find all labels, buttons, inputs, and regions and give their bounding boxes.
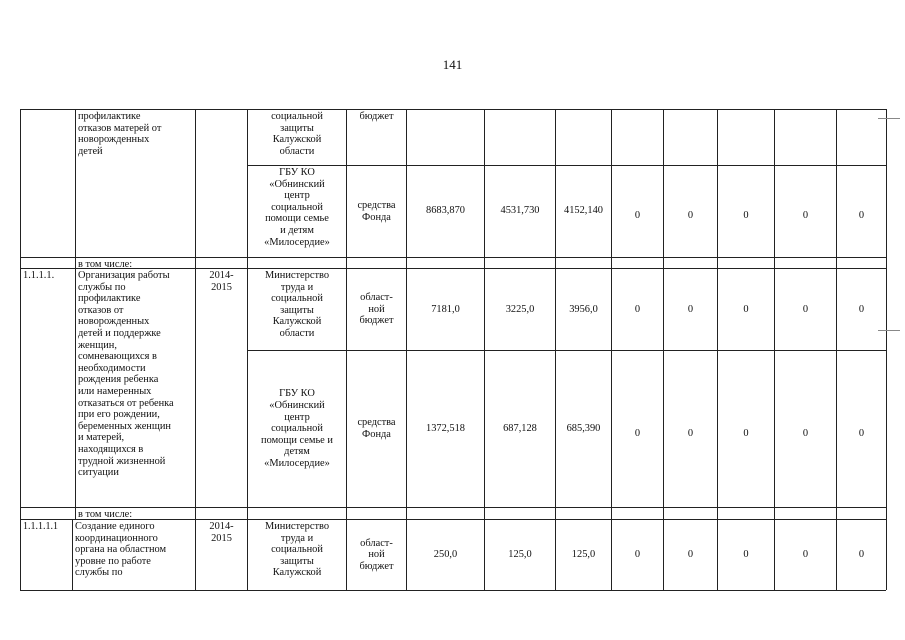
- period-cell-line: 2015: [211, 281, 232, 293]
- empty-cell: [663, 507, 717, 519]
- name-cell-line: беременных женщин: [78, 420, 171, 432]
- empty-cell: [484, 507, 555, 519]
- empty-cell: [611, 507, 663, 519]
- source-cell: [346, 165, 406, 257]
- source-cell-line: област-: [360, 537, 393, 549]
- value-cell: [484, 109, 555, 165]
- name-cell-line: службы по: [75, 567, 123, 579]
- value-cell: [555, 109, 611, 165]
- source-cell-line: Фонда: [362, 211, 391, 223]
- source-cell: бюджет: [346, 109, 406, 165]
- value-cell: 0: [774, 519, 836, 590]
- name-cell-line: сомневающихся в: [78, 351, 157, 363]
- value-cell: 0: [663, 165, 717, 257]
- empty-cell: [611, 257, 663, 268]
- name-cell-line: или намеренных: [78, 385, 152, 397]
- value-cell: 8683,870: [406, 165, 484, 257]
- table-border: [886, 109, 887, 590]
- source-cell-line: средства: [357, 199, 396, 211]
- executor-cell-line: социальной: [271, 423, 323, 435]
- source-cell-line: бюджет: [359, 560, 394, 572]
- source-cell: [346, 268, 406, 350]
- in-total-label: в том числе:: [75, 507, 195, 519]
- empty-cell: [247, 257, 346, 268]
- empty-cell: [663, 257, 717, 268]
- executor-cell-line: помощи семье: [265, 213, 329, 225]
- executor-cell: [247, 268, 346, 350]
- empty-cell: [346, 257, 406, 268]
- executor-cell-line: Калужской: [272, 567, 322, 579]
- value-cell: [663, 109, 717, 165]
- value-cell: [611, 109, 663, 165]
- executor-cell-line: социальной: [271, 293, 323, 305]
- empty-cell: [406, 507, 484, 519]
- name-cell-line: органа на областном: [75, 544, 167, 556]
- value-cell: 0: [836, 519, 886, 590]
- executor-cell: [247, 350, 346, 507]
- executor-cell-line: Министерство: [264, 521, 330, 532]
- empty-cell: [346, 507, 406, 519]
- executor-cell-line: «Милосердие»: [264, 236, 330, 248]
- page-number: 141: [442, 57, 463, 72]
- name-cell-line: при его рождении,: [78, 409, 160, 421]
- name-cell: [75, 109, 195, 257]
- name-cell-line: отказов матерей от: [78, 122, 162, 134]
- period-cell-line: 2014-: [209, 270, 234, 281]
- name-cell-line: Создание единого: [75, 521, 155, 532]
- value-cell: 3956,0: [555, 268, 611, 350]
- executor-cell: [247, 109, 346, 165]
- executor-cell-line: «Обнинский: [269, 400, 325, 412]
- executor-cell-line: «Обнинский: [269, 178, 325, 190]
- executor-cell-line: ГБУ КО: [279, 388, 315, 400]
- empty-cell: [247, 507, 346, 519]
- value-cell: 0: [774, 268, 836, 350]
- executor-cell: [247, 519, 346, 590]
- executor-cell-line: помощи семье и: [261, 434, 333, 446]
- value-cell: 7181,0: [406, 268, 484, 350]
- executor-cell-line: защиты: [280, 304, 314, 316]
- value-cell: 0: [611, 350, 663, 507]
- source-cell-line: Фонда: [362, 429, 391, 440]
- source-cell-line: ной: [368, 549, 385, 561]
- value-cell: 0: [774, 165, 836, 257]
- value-cell: 4531,730: [484, 165, 555, 257]
- empty-cell: [195, 257, 247, 268]
- name-cell-line: детей и поддержке: [78, 327, 161, 339]
- period-cell-line: 2015: [211, 532, 232, 544]
- value-cell: 4152,140: [555, 165, 611, 257]
- name-cell-line: новорожденных: [78, 316, 150, 328]
- value-cell: 0: [663, 268, 717, 350]
- value-cell: [717, 109, 774, 165]
- scan-mark: [878, 118, 900, 119]
- value-cell: 125,0: [484, 519, 555, 590]
- executor-cell-line: защиты: [280, 555, 314, 567]
- value-cell: 0: [663, 350, 717, 507]
- value-cell: 0: [717, 165, 774, 257]
- empty-cell: [555, 257, 611, 268]
- executor-cell-line: «Милосердие»: [264, 457, 330, 469]
- value-cell: 125,0: [555, 519, 611, 590]
- executor-cell-line: труда и: [280, 532, 314, 544]
- value-cell: 687,128: [484, 350, 555, 507]
- empty-cell: [555, 507, 611, 519]
- code-cell: [20, 257, 75, 268]
- value-cell: 685,390: [555, 350, 611, 507]
- executor-cell-line: области: [279, 145, 315, 157]
- code-cell: 1.1.1.1.1: [20, 519, 72, 590]
- name-cell-line: трудной жизненной: [78, 455, 166, 467]
- period-cell-line: 2014-: [209, 521, 234, 532]
- executor-cell: [247, 165, 346, 257]
- source-cell-line: област-: [360, 292, 393, 304]
- executor-cell-line: ГБУ КО: [279, 167, 315, 178]
- executor-cell-line: Калужской: [272, 316, 322, 328]
- name-cell: [72, 519, 195, 590]
- name-cell-line: детей: [78, 145, 103, 157]
- empty-cell: [717, 257, 774, 268]
- source-cell-line: средства: [357, 417, 396, 429]
- empty-cell: [774, 507, 836, 519]
- period-cell: [195, 268, 247, 507]
- value-cell: 0: [611, 268, 663, 350]
- empty-cell: [774, 257, 836, 268]
- table-border: [20, 590, 886, 591]
- name-cell: [75, 268, 195, 507]
- source-cell: [346, 519, 406, 590]
- empty-cell: [195, 507, 247, 519]
- value-cell: 0: [774, 350, 836, 507]
- executor-cell-line: Калужской: [272, 134, 322, 146]
- executor-cell-line: Министерство: [264, 270, 330, 281]
- value-cell: 250,0: [406, 519, 484, 590]
- executor-cell-line: социальной: [271, 544, 323, 556]
- value-cell: 0: [836, 165, 886, 257]
- value-cell: 0: [717, 268, 774, 350]
- executor-cell-line: центр: [284, 190, 310, 202]
- name-cell-line: рождения ребенка: [78, 374, 159, 386]
- name-cell-line: профилактике: [78, 293, 141, 305]
- name-cell-line: отказов от: [78, 304, 124, 316]
- value-cell: 3225,0: [484, 268, 555, 350]
- empty-cell: [717, 507, 774, 519]
- period-cell: [195, 519, 247, 590]
- value-cell: [406, 109, 484, 165]
- executor-cell-line: социальной: [271, 201, 323, 213]
- executor-cell-line: социальной: [271, 111, 323, 122]
- value-cell: 0: [611, 165, 663, 257]
- value-cell: 0: [611, 519, 663, 590]
- value-cell: 0: [836, 268, 886, 350]
- executor-cell-line: детям: [284, 446, 310, 458]
- executor-cell-line: и детям: [280, 224, 314, 236]
- name-cell-line: и матерей,: [78, 432, 125, 444]
- scan-mark: [878, 330, 900, 331]
- empty-cell: [836, 257, 886, 268]
- source-cell-line: бюджет: [359, 315, 394, 327]
- value-cell: 0: [663, 519, 717, 590]
- name-cell-line: уровне по работе: [75, 555, 151, 567]
- name-cell-line: отказаться от ребенка: [78, 397, 174, 409]
- period-cell: [195, 109, 247, 257]
- name-cell-line: необходимости: [78, 362, 146, 374]
- value-cell: 0: [836, 350, 886, 507]
- name-cell-line: ситуации: [78, 467, 119, 479]
- empty-cell: [406, 257, 484, 268]
- value-cell: 0: [717, 350, 774, 507]
- source-cell-line: ной: [368, 303, 385, 315]
- table-border: [20, 109, 886, 110]
- value-cell: 1372,518: [406, 350, 484, 507]
- code-cell: 1.1.1.1.: [20, 268, 75, 507]
- name-cell-line: профилактике: [78, 111, 141, 122]
- value-cell: 0: [717, 519, 774, 590]
- source-cell: [346, 350, 406, 507]
- executor-cell-line: центр: [284, 411, 310, 423]
- code-cell: [20, 507, 75, 519]
- value-cell: [774, 109, 836, 165]
- name-cell-line: женщин,: [78, 339, 117, 351]
- executor-cell-line: области: [279, 327, 315, 339]
- executor-cell-line: защиты: [280, 122, 314, 134]
- name-cell-line: Организация работы: [78, 270, 170, 281]
- code-cell: [20, 109, 75, 257]
- name-cell-line: координационного: [75, 532, 158, 544]
- empty-cell: [836, 507, 886, 519]
- name-cell-line: новорожденных: [78, 134, 150, 146]
- executor-cell-line: труда и: [280, 281, 314, 293]
- name-cell-line: службы по: [78, 281, 126, 293]
- empty-cell: [484, 257, 555, 268]
- in-total-label: в том числе:: [75, 257, 195, 268]
- name-cell-line: находящихся в: [78, 443, 144, 455]
